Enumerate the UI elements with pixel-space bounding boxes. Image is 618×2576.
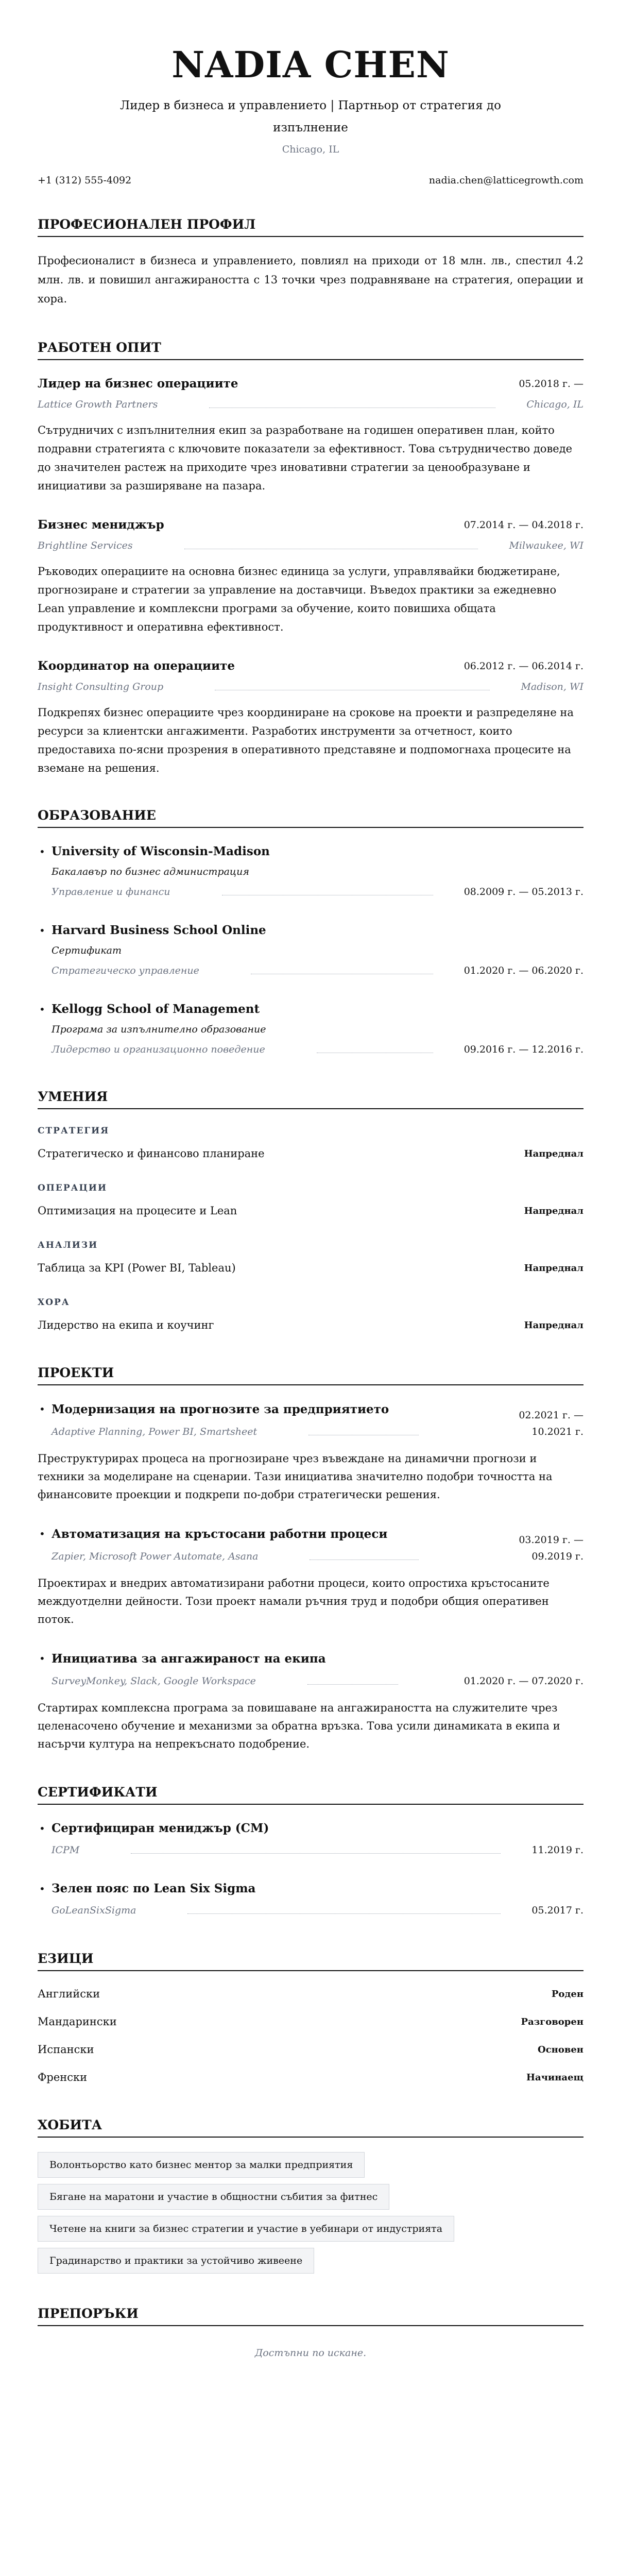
company: Brightline Services [38,540,133,551]
resume-header [38,43,583,188]
hobbies-section [38,2117,583,2274]
school-name: • Kellogg School of Management [52,1002,260,1016]
education-dates: 01.2020 г. — 06.2020 г. [464,965,583,976]
skill-name: Таблица за KPI (Power BI, Tableau) [38,1262,236,1274]
section-heading: ПРЕПОРЪКИ [38,2306,583,2326]
project-tech: Zapier, Microsoft Power Automate, Asana [52,1551,259,1562]
project-dates: 01.2020 г. — 07.2020 г. [464,1675,583,1687]
language-row [38,2070,583,2085]
job-entry [38,658,583,777]
email-link[interactable]: nadia.chen@latticegrowth.com [428,175,583,186]
issuer: ICPM [52,1844,80,1856]
section-heading: ХОБИТА [38,2117,583,2138]
references-note: Достъпни по искане. [254,2347,367,2359]
certification-date: 11.2019 г. [531,1844,583,1856]
skill-level: Напреднал [524,1320,583,1331]
job-dates: 06.2012 г. — 06.2014 г. [464,660,583,672]
summary-section [38,216,583,309]
certification-entry [38,1820,583,1857]
field-of-study: Лидерство и организационно поведение [52,1044,265,1055]
skill-name: Стратегическо и финансово планиране [38,1147,265,1160]
education-dates: 09.2016 г. — 12.2016 г. [464,1044,583,1055]
project-entry [38,1399,583,1440]
education-entry [38,843,583,899]
job-dates: 05.2018 г. — [519,378,583,389]
field-of-study: Стратегическо управление [52,965,199,976]
job-description: Ръководих операциите на основна бизнес единица за услуги, управлявайки бюджетиране, прогнозиране и стратегии за управление на доставчици. Въведох практики за ежедневно Lean управление и комплексни програми за обучение, които повишиха общата продуктивност и оперативна ефективност. [38,565,560,633]
language-name: Испански [38,2043,94,2056]
education-entry [38,1001,583,1057]
section-heading: СЕРТИФИКАТИ [38,1784,583,1805]
education-dates: 08.2009 г. — 05.2013 г. [464,886,583,897]
project-dates: 03.2019 г. — 09.2019 г. [519,1534,583,1562]
section-heading: ПРОЕКТИ [38,1365,583,1385]
section-heading: РАБОТЕН ОПИТ [38,340,583,360]
language-level: Основен [538,2044,583,2055]
contact-row [38,173,583,188]
school-name: • University of Wisconsin-Madison [52,844,270,858]
language-level: Начинаещ [526,2072,583,2083]
degree: Бакалавър по бизнес администрация [52,866,249,877]
project-title: • Инициатива за ангажираност на екипа [52,1652,326,1666]
skill-category: ХОРА [38,1297,70,1308]
job-dates: 07.2014 г. — 04.2018 г. [464,519,583,531]
language-name: Английски [38,1988,100,2000]
hobby-tag: Градинарство и практики за устойчиво живеене [38,2248,314,2274]
certification-date: 05.2017 г. [531,1905,583,1916]
skill-group [38,1125,583,1161]
candidate-title: Лидер в бизнеса и управлението | Партньор от стратегия до изпълнение [120,99,501,134]
certifications-section [38,1784,583,1918]
job-description: Подкрепях бизнес операциите чрез координиране на срокове на проекти и разпределяне на ресурси за клиентски ангажименти. Разработих инструменти за отчетност, които предоставиха по-ясни прозрения в оперативното представяне и подпомогнаха процесите на вземане на решения. [38,706,574,774]
summary-text: Професионалист в бизнеса и управлението, повлиял на приходи от 18 млн. лв., спестил 4.2 млн. лв. и повишил ангажираността с 13 точки чрез подравняване на стратегия, операции и хора. [38,255,583,305]
skill-category: АНАЛИЗИ [38,1240,98,1250]
candidate-location: Chicago, IL [282,144,339,155]
job-entry [38,517,583,636]
education-entry [38,922,583,978]
skill-category: ОПЕРАЦИИ [38,1183,107,1193]
job-entry [38,376,583,495]
section-heading: ОБРАЗОВАНИЕ [38,807,583,828]
project-tech: Adaptive Planning, Power BI, Smartsheet [52,1426,258,1437]
hobby-tag: Четене на книги за бизнес стратегии и участие в уебинари от индустрията [38,2216,454,2242]
company: Lattice Growth Partners [38,399,158,410]
skill-level: Напреднал [524,1263,583,1274]
skill-level: Напреднал [524,1148,583,1159]
degree: Програма за изпълнително образование [52,1024,266,1035]
project-tech: SurveyMonkey, Slack, Google Workspace [52,1675,256,1687]
skill-name: Оптимизация на процесите и Lean [38,1205,237,1217]
project-title: • Автоматизация на кръстосани работни процеси [52,1527,388,1541]
dotted-leader [131,1853,501,1854]
project-entry [38,1523,583,1565]
projects-section [38,1365,583,1753]
language-name: Френски [38,2071,88,2083]
job-location: Chicago, IL [526,399,583,410]
language-name: Мандарински [38,2015,117,2028]
hobby-tag: Бягане на маратони и участие в общностни събития за фитнес [38,2184,389,2210]
certification-entry [38,1880,583,1918]
candidate-name: NADIA CHEN [171,43,450,86]
skill-group [38,1182,583,1218]
skills-section [38,1089,583,1333]
project-entry [38,1648,583,1689]
job-location: Madison, WI [521,681,583,692]
section-heading: ПРОФЕСИОНАЛЕН ПРОФИЛ [38,216,583,237]
job-title: Бизнес мениджър [38,518,164,532]
issuer: GoLeanSixSigma [52,1905,136,1916]
education-section [38,807,583,1057]
dotted-leader [187,1913,501,1914]
hobby-tag: Волонтьорство като бизнес ментор за малки предприятия [38,2152,365,2178]
project-description: Стартирах комплексна програма за повишаване на ангажираността на служителите чрез целенасочено обучение и механизми за обратна връзка. Това усили динамиката в екипа и насърчи култура на непрекъснато подобрение. [38,1702,560,1750]
experience-section [38,340,583,777]
skill-level: Напреднал [524,1206,583,1216]
job-title: Лидер на бизнес операциите [38,377,238,391]
skill-group [38,1239,583,1276]
phone: +1 (312) 555-4092 [38,175,132,186]
language-row [38,2014,583,2029]
degree: Сертификат [52,945,122,956]
section-heading: УМЕНИЯ [38,1089,583,1109]
language-row [38,1987,583,2002]
languages-section [38,1951,583,2085]
job-location: Milwaukee, WI [509,540,583,551]
skill-group [38,1296,583,1333]
language-level: Роден [551,1989,583,1999]
language-row [38,2042,583,2057]
company: Insight Consulting Group [38,681,164,692]
language-level: Разговорен [521,2016,583,2027]
dotted-leader [307,1684,398,1685]
project-title: • Модернизация на прогнозите за предприятието [52,1402,389,1416]
section-heading: ЕЗИЦИ [38,1951,583,1971]
job-description: Сътрудничих с изпълнителния екип за разработване на годишен оперативен план, който подравни стратегията с ключовите показатели за ефективност. Това сътрудничество доведе до значителен растеж на приходите чрез иновативни стратегии за ценообразуване и инициативи за разширяване на пазара. [38,424,573,492]
skill-category: СТРАТЕГИЯ [38,1126,110,1136]
certification-name: • Зелен пояс по Lean Six Sigma [52,1882,256,1895]
certification-name: • Сертифициран мениджър (CM) [52,1821,269,1835]
school-name: • Harvard Business School Online [52,923,266,937]
job-title: Координатор на операциите [38,659,235,673]
project-description: Преструктурирах процеса на прогнозиране чрез въвеждане на динамични прогнози и техники за моделиране на сценарии. Тази инициатива значително подобри точността на финансовите проекции и подкрепи по-добри стратегически решения. [38,1452,553,1501]
project-description: Проектирах и внедрих автоматизирани работни процеси, които опростиха кръстосаните междуотделни дейности. Този проект намали ръчния труд и подобри общия оперативен поток. [38,1577,550,1625]
project-dates: 02.2021 г. — 10.2021 г. [519,1410,583,1437]
skill-name: Лидерство на екипа и коучинг [38,1319,214,1331]
references-section [38,2306,583,2360]
field-of-study: Управление и финанси [52,886,170,897]
